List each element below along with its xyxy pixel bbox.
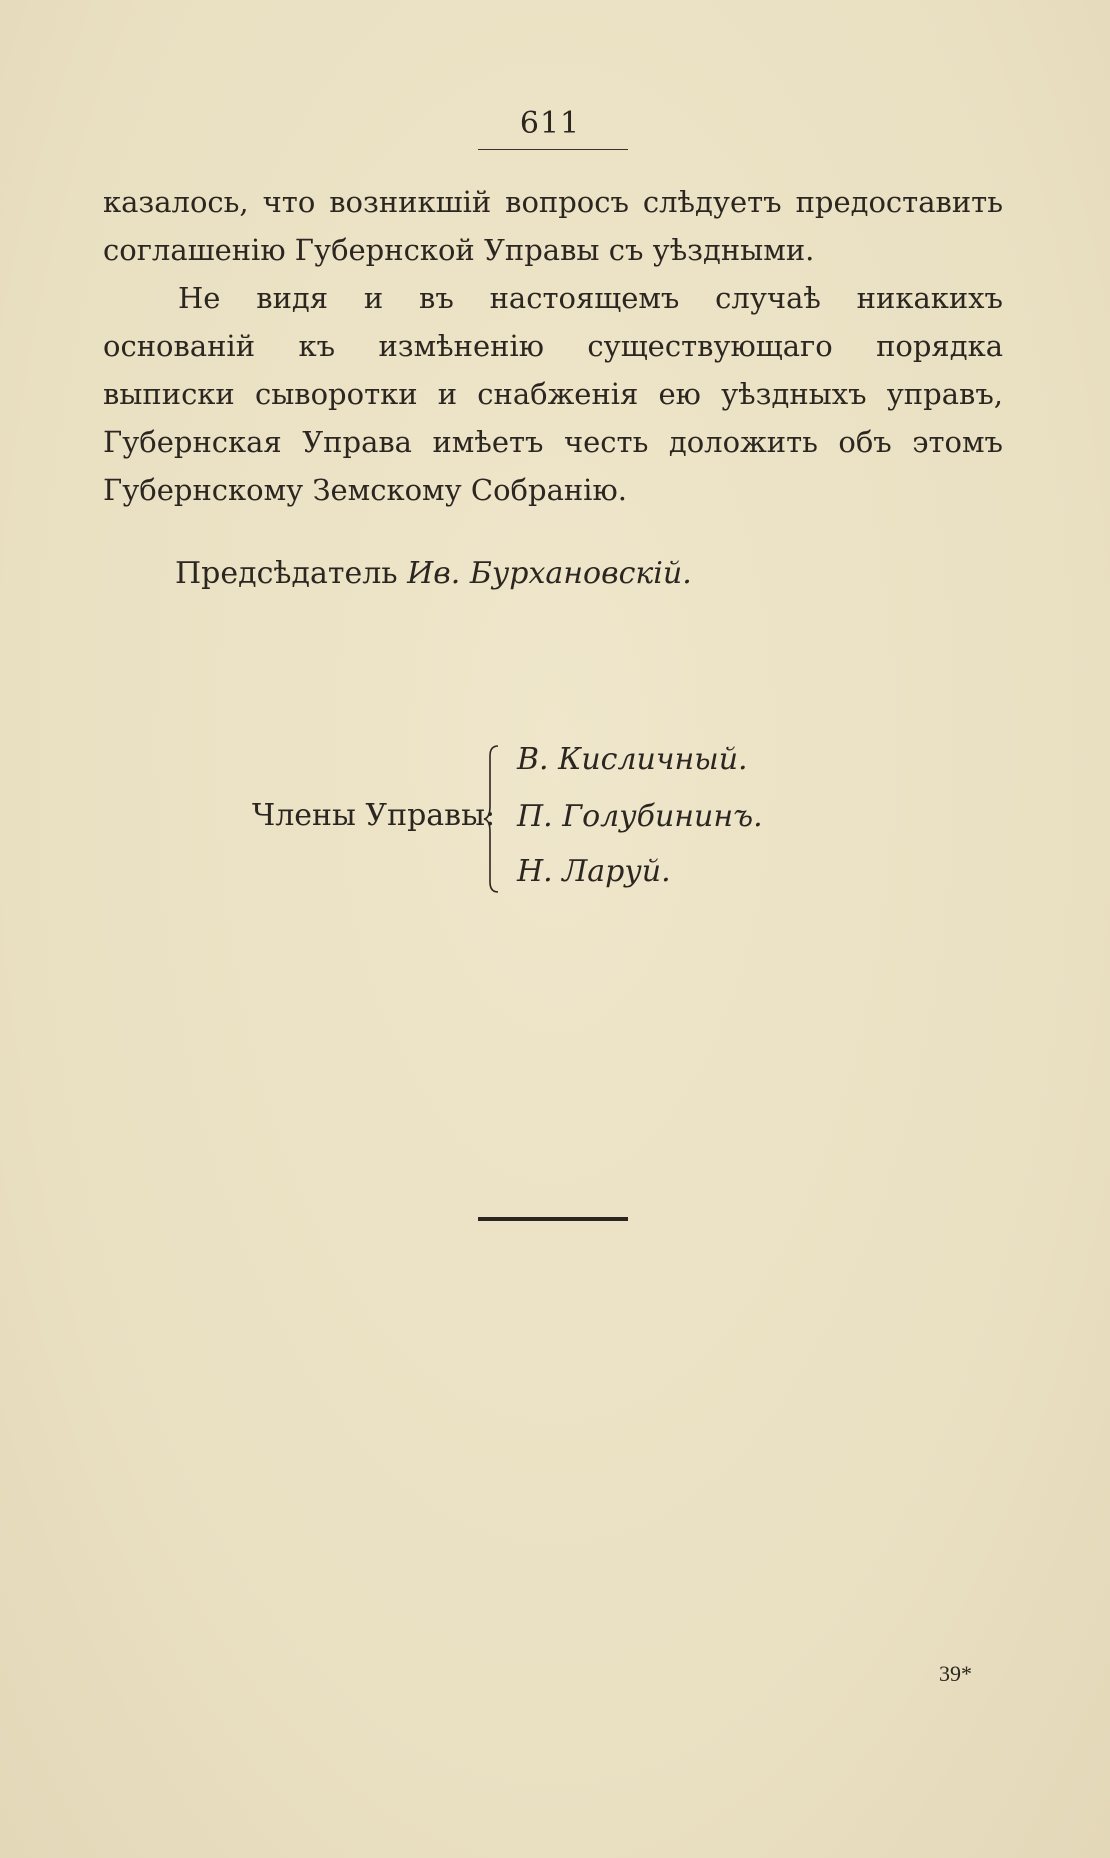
chairman-signature — [175, 556, 692, 591]
curly-brace-icon — [482, 744, 502, 894]
members-label: Члены Управы: — [252, 798, 496, 833]
paragraph-2: Не видя и въ настоящемъ случаѣ никакихъ основаній къ измѣненію существующаго порядка выписки сыворотки и снабженія ею уѣздныхъ управъ, Губернская Управа имѣетъ честь доложить объ этомъ Губернскому Земскому Собранію. — [103, 281, 1003, 507]
signature-mark: 39* — [939, 1661, 972, 1686]
chairman-name: Ив. Бурхановскій. — [407, 556, 692, 591]
body-text — [103, 178, 1003, 514]
paragraph-1: казалось, что возникшій вопросъ слѣдуетъ предоставить соглашенію Губернской Управы съ уѣздными. — [103, 185, 1003, 267]
member-name-1: В. Кисличный. — [517, 742, 748, 777]
end-rule — [478, 1217, 628, 1221]
member-name-2: П. Голубининъ. — [517, 799, 763, 834]
page-number: 611 — [519, 106, 581, 141]
header-rule — [478, 149, 628, 150]
member-name-3: Н. Ларуй. — [517, 854, 671, 889]
chairman-title: Предсѣдатель — [175, 556, 398, 591]
